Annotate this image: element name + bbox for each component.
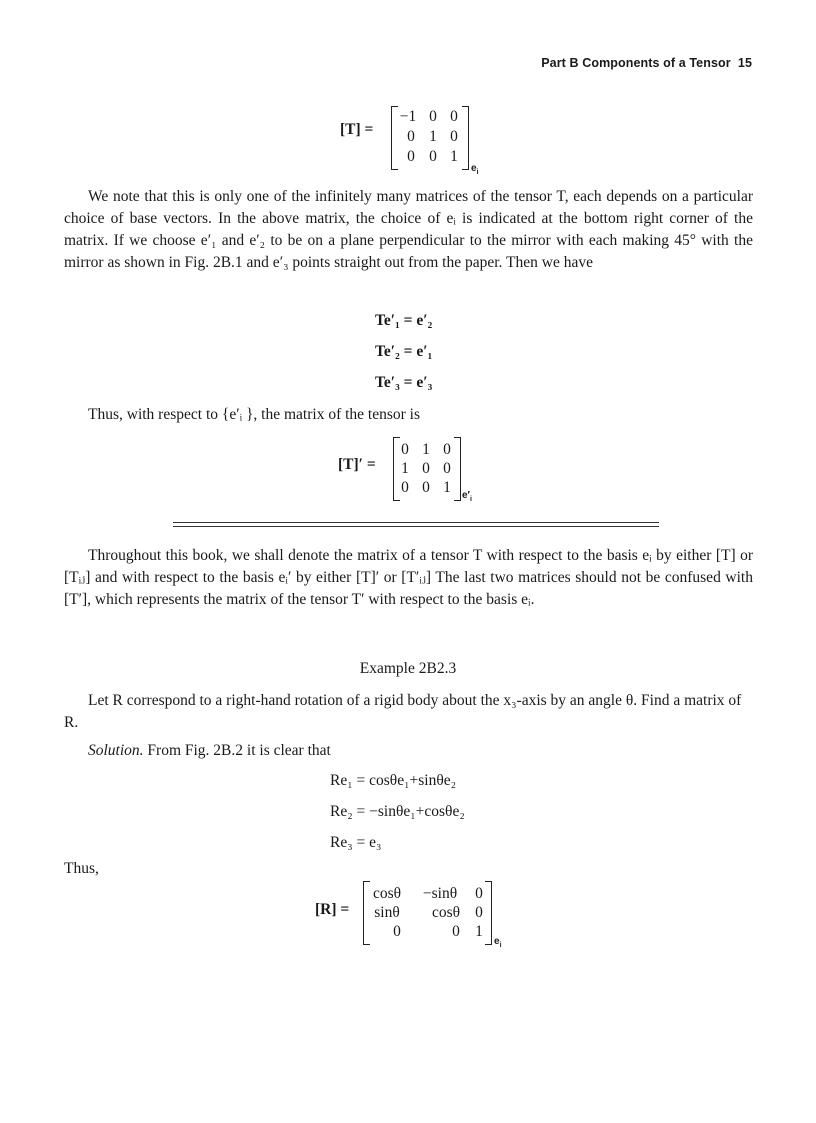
paragraph: Throughout this book, we shall denote the matrix of a tensor T with respect to the basis eᵢ by either [T] or [Tᵢⱼ] and with respect to the basis eᵢ′ by either [T]′ or [T′ᵢⱼ] The last two matrices should not be confused with [T′], which represents the matrix of the tensor T′ with respect to the basis eᵢ. (64, 547, 753, 608)
matrix-t-label: [T] = (340, 121, 374, 138)
matrix-r-cell: −sinθ (422, 885, 458, 902)
divider (173, 522, 659, 523)
matrix-r (363, 881, 492, 945)
matrix-t-cell: 0 (429, 108, 437, 125)
matrix-t-cell: 0 (407, 128, 415, 145)
matrix-r-cell: 0 (475, 885, 483, 902)
matrix-r-cell: cosθ (372, 885, 402, 902)
matrix-t-cell: 0 (407, 148, 415, 165)
matrix-t-prime-cell: 1 (422, 441, 430, 458)
matrix-r-cell: 1 (475, 923, 483, 940)
header-title: Components of a Tensor (582, 56, 731, 70)
thus-label: Thus, (64, 860, 99, 877)
solution-text: From Fig. 2B.2 it is clear that (143, 742, 331, 759)
matrix-r-cell: sinθ (374, 904, 400, 921)
matrix-r-cell: cosθ (431, 904, 461, 921)
matrix-r-cell: 0 (393, 923, 401, 940)
matrix-r-label: [R] = (315, 901, 350, 918)
running-header (0, 56, 752, 70)
matrix-t-basis: $e_i$ (471, 163, 479, 176)
matrix-t-cell: 0 (450, 128, 458, 145)
example-title: Example 2B2.3 (359, 660, 457, 677)
paragraph: We note that this is only one of the infinitely many matrices of the tensor T, each depends on a particular choice of base vectors. In the above matrix, the choice of eᵢ is indicated at the bottom right corner of the matrix. If we choose e′₁ and e′₂ to be on a plane perpendicular to the mirror with each making 45° with the mirror as shown in Fig. 2B.1 and e′₃ points straight out from the paper. Then we have (64, 188, 753, 271)
matrix-r-basis: $e_i$ (494, 936, 502, 949)
matrix-t-cell: 0 (450, 108, 458, 125)
solution-label: Solution. (88, 742, 144, 759)
matrix-t-prime-cell: 0 (401, 441, 409, 458)
matrix-t (391, 106, 469, 170)
matrix-t-prime-label: [T]′ = (338, 456, 376, 473)
matrix-t-prime-cell: 1 (443, 479, 451, 496)
paragraph: Thus, with respect to {e′ᵢ }, the matrix of the tensor is (88, 406, 421, 423)
matrix-t-prime-cell: 0 (443, 460, 451, 477)
matrix-t-prime-cell: 1 (401, 460, 409, 477)
matrix-t-prime-basis: $e'_i$ (462, 490, 472, 503)
matrix-t-cell: −1 (399, 108, 417, 125)
page-number: 15 (737, 56, 752, 70)
equation: Re₁ = cosθe₁+sinθe₂ (330, 772, 457, 789)
solution-line (88, 740, 688, 762)
matrix-t-prime-cell: 0 (422, 479, 430, 496)
equation: Re₂ = −sinθe₁+cosθe₂ (330, 803, 465, 820)
header-part: Part B (541, 56, 579, 70)
equation: Te′₃ = e′₃ (375, 374, 433, 391)
matrix-t-cell: 1 (429, 128, 437, 145)
equation: Te′₁ = e′₂ (375, 312, 433, 329)
paragraph: Let R correspond to a right-hand rotation of a rigid body about the x₃-axis by an angle θ. Find a matrix of R. (64, 692, 742, 731)
equation: Te′₂ = e′₁ (375, 343, 433, 360)
matrix-r-cell: 0 (452, 923, 460, 940)
matrix-t-prime (393, 437, 461, 501)
matrix-t-prime-cell: 0 (401, 479, 409, 496)
divider (173, 526, 659, 527)
matrix-t-cell: 0 (429, 148, 437, 165)
matrix-t-prime-cell: 0 (422, 460, 430, 477)
matrix-t-cell: 1 (450, 148, 458, 165)
equation: Re₃ = e₃ (330, 834, 382, 851)
matrix-t-prime-cell: 0 (443, 441, 451, 458)
matrix-r-cell: 0 (475, 904, 483, 921)
